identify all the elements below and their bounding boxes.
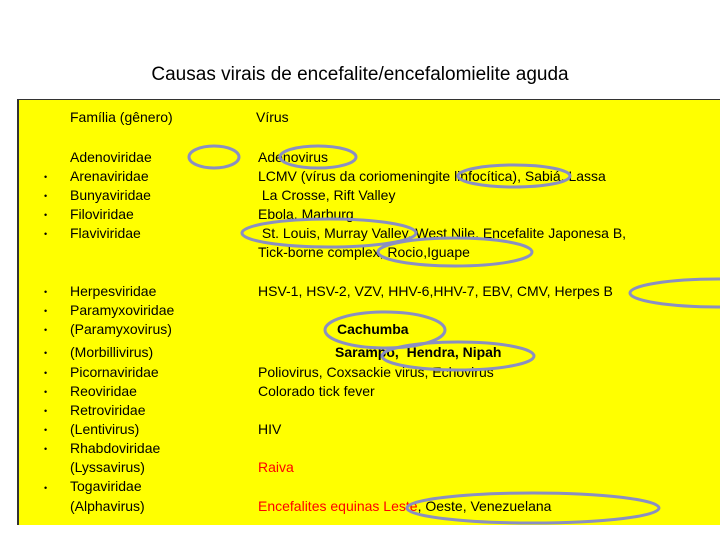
bullet: • (44, 425, 48, 435)
family-item: Picornaviridae (70, 364, 159, 380)
family-item: (Morbillivirus) (70, 344, 154, 360)
bullet: • (44, 483, 48, 493)
virus-raiva: Raiva (258, 459, 294, 475)
bullet: • (44, 387, 48, 397)
encefalites-black: Oeste, Venezuelana (425, 498, 552, 514)
virus-encefalites (258, 497, 551, 516)
bullet: • (44, 325, 48, 335)
virus-polio: Poliovirus, Coxsackie virus, Echovirus (258, 364, 494, 380)
family-item: (Lentivirus) (70, 421, 140, 437)
bullet: • (44, 191, 48, 201)
family-item: Retroviridae (70, 402, 146, 418)
family-item: Adenoviridae (70, 149, 152, 165)
virus-item: Adenovirus (258, 149, 329, 165)
family-item: Arenaviridae (70, 168, 149, 184)
encefalites-red: Encefalites equinas Leste (258, 498, 418, 514)
header-virus: Vírus (256, 109, 289, 125)
encefalites-sep: , (417, 498, 426, 514)
virus-item: St. Louis, Murray Valley, West Nile, Encefalite Japonesa B, (258, 225, 627, 241)
family-item: Togaviridae (70, 478, 142, 494)
family-item: (Alphavirus) (70, 498, 145, 514)
bullet: • (44, 210, 48, 220)
virus-hiv: HIV (258, 421, 282, 437)
header-family: Família (gênero) (70, 109, 173, 125)
bullet: • (44, 172, 48, 182)
family-item: (Paramyxovirus) (70, 321, 172, 337)
virus-item: LCMV (vírus da coriomeningite linfocítica), Sabiá, Lassa (258, 168, 606, 184)
virus-colorado: Colorado tick fever (258, 383, 375, 399)
family-item: (Lyssavirus) (70, 459, 145, 475)
family-item: Herpesviridae (70, 283, 157, 299)
family-item: Paramyxoviridae (70, 302, 175, 318)
bullet: • (44, 306, 48, 316)
virus-item: La Crosse, Rift Valley (258, 187, 396, 203)
bullet: • (44, 444, 48, 454)
bullet: • (44, 287, 48, 297)
family-item: Bunyaviridae (70, 187, 151, 203)
bullet: • (44, 229, 48, 239)
bullet: • (44, 348, 48, 358)
virus-item: Tick-borne complex, Rocio,Iguape (258, 244, 470, 260)
family-item: Filoviridae (70, 206, 134, 222)
virus-item: Ebola, Marburg (258, 206, 354, 222)
page-title: Causas virais de encefalite/encefalomielite aguda (151, 64, 569, 85)
family-item: Flaviviridae (70, 225, 141, 241)
bullet: • (44, 368, 48, 378)
family-item: Reoviridae (70, 383, 137, 399)
family-item: Rhabdoviridae (70, 440, 161, 456)
virus-herpes: HSV-1, HSV-2, VZV, HHV-6,HHV-7, EBV, CMV, Herpes B (258, 283, 613, 299)
virus-sarampo: Sarampo, Hendra, Nipah (335, 344, 502, 360)
bullet: • (44, 406, 48, 416)
virus-cachumba: Cachumba (337, 321, 409, 337)
